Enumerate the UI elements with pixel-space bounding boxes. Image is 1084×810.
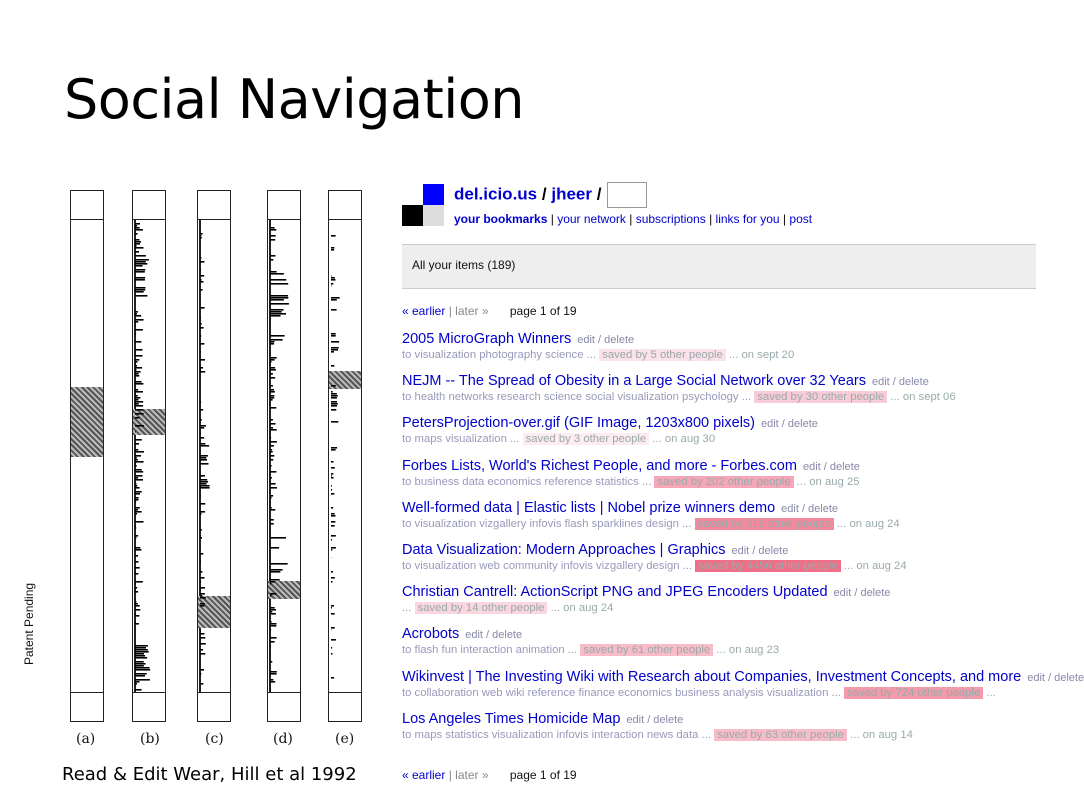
bookmark-tags[interactable]: to business data economics reference statistics ... (402, 475, 652, 488)
bookmark-title-link[interactable]: NEJM -- The Spread of Obesity in a Large Social Network over 32 Years (402, 373, 866, 390)
edit-delete-links[interactable]: edit / delete (761, 418, 818, 431)
bookmark-title-link[interactable]: Acrobots (402, 626, 460, 643)
later-link[interactable]: | later » (448, 304, 489, 318)
bookmark-tags[interactable]: ... (402, 602, 412, 615)
bookmark-item (402, 668, 1084, 710)
edit-delete-links[interactable]: edit / delete (1027, 671, 1084, 684)
bookmark-date: ... on sept 06 (890, 391, 956, 404)
all-items-bar (402, 244, 1036, 289)
bookmark-title-link[interactable]: 2005 MicroGraph Winners (402, 331, 572, 347)
site-link[interactable]: del.icio.us (454, 184, 538, 204)
pager-top (402, 304, 577, 318)
figure-caption: Read & Edit Wear, Hill et al 1992 (62, 764, 357, 785)
bookmark-date: ... on aug 24 (836, 517, 900, 530)
edit-delete-links[interactable]: edit / delete (871, 376, 929, 389)
saved-by-count[interactable]: saved by 516 other people (695, 518, 834, 530)
tag-input[interactable] (607, 182, 647, 208)
saved-by-count[interactable]: saved by 61 other people (580, 644, 713, 656)
wear-bar-c (197, 190, 231, 722)
column-label-d: (d) (273, 731, 293, 747)
saved-by-count[interactable]: saved by 14 other people (415, 602, 548, 614)
edit-delete-links[interactable]: edit / delete (802, 460, 860, 473)
wear-bar-e (328, 190, 362, 722)
bookmark-item (402, 414, 1036, 456)
column-label-e: (e) (335, 731, 355, 747)
bookmark-date: ... on aug 14 (850, 728, 913, 741)
slide-title: Social Navigation (64, 68, 525, 131)
saved-by-count[interactable]: saved by 63 other people (714, 729, 847, 741)
edit-delete-links[interactable]: edit / delete (833, 587, 891, 600)
delicious-logo (402, 184, 444, 226)
nav-subscriptions[interactable]: subscriptions (635, 212, 706, 226)
bookmark-tags[interactable]: to flash fun interaction animation ... (402, 644, 578, 657)
saved-by-count[interactable]: saved by 5 other people (599, 349, 726, 361)
site-header: del.icio.us / jheer / (454, 182, 647, 208)
edit-delete-links[interactable]: edit / delete (465, 629, 523, 642)
bookmark-date: ... on aug 30 (652, 433, 716, 446)
page-indicator: page 1 of 19 (509, 304, 577, 318)
bookmark-list (402, 330, 1084, 752)
bookmark-title-link[interactable]: Christian Cantrell: ActionScript PNG and JPEG Encoders Updated (402, 584, 828, 601)
bookmark-title-link[interactable]: PetersProjection-over.gif (GIF Image, 1203x800 pixels) (402, 415, 755, 432)
column-label-b: (b) (140, 731, 160, 747)
bookmark-tags[interactable]: to maps visualization ... (402, 433, 520, 446)
bookmark-date: ... on aug 23 (716, 644, 780, 657)
wear-bar-a (70, 190, 104, 722)
bookmark-item (402, 499, 1036, 541)
nav-links-for-you[interactable]: links for you (715, 212, 780, 226)
bookmark-item (402, 583, 1036, 625)
earlier-link[interactable]: « earlier (402, 768, 446, 782)
bookmark-item (402, 372, 1036, 414)
pager-bottom (402, 768, 577, 782)
bookmark-item (402, 710, 1036, 752)
saved-by-count[interactable]: saved by 30 other people (754, 391, 887, 403)
bookmark-title-link[interactable]: Forbes Lists, World's Richest People, and more - Forbes.com (402, 457, 797, 474)
bookmark-date: ... on sept 20 (728, 349, 795, 361)
bookmark-title-link[interactable]: Data Visualization: Modern Approaches | Graphics (402, 541, 726, 558)
edit-delete-links[interactable]: edit / delete (577, 334, 635, 346)
patent-pending-label: Patent Pending (22, 582, 36, 665)
wear-bar-b (132, 190, 166, 722)
bookmark-tags[interactable]: to collaboration web wiki reference finance economics business analysis visualization ... (402, 686, 841, 699)
bookmark-date: ... on aug 24 (550, 602, 614, 615)
bookmark-tags[interactable]: to visualization web community infovis vizgallery design ... (402, 559, 693, 572)
saved-by-count[interactable]: saved by 4456 other people (695, 560, 840, 572)
bookmark-tags[interactable]: to maps statistics visualization infovis interaction news data ... (402, 728, 711, 741)
bookmark-item (402, 625, 1036, 667)
edit-delete-links[interactable]: edit / delete (626, 713, 684, 726)
nav-post[interactable]: post (789, 212, 813, 226)
bookmark-item (402, 541, 1036, 583)
bookmark-date: ... on aug 25 (796, 475, 860, 488)
bookmark-title-link[interactable]: Well-formed data | Elastic lists | Nobel prize winners demo (402, 499, 776, 516)
wear-bar-d (267, 190, 301, 722)
nav-your-network[interactable]: your network (557, 212, 626, 226)
nav-your-bookmarks[interactable]: your bookmarks (454, 212, 548, 226)
saved-by-count[interactable]: saved by 3 other people (523, 433, 650, 445)
bookmark-tags[interactable]: to visualization photography science ... (402, 349, 597, 361)
bookmark-title-link[interactable]: Wikinvest | The Investing Wiki with Research about Companies, Investment Concepts, and more (402, 668, 1022, 685)
later-link[interactable]: | later » (448, 768, 489, 782)
bookmark-tags[interactable]: to health networks research science social visualization psychology ... (402, 391, 752, 404)
edit-delete-links[interactable]: edit / delete (731, 544, 789, 557)
all-items-count: All your items (189) (412, 258, 516, 272)
bookmark-date: ... (986, 686, 996, 699)
column-label-c: (c) (205, 731, 224, 747)
bookmark-title-link[interactable]: Los Angeles Times Homicide Map (402, 710, 621, 727)
earlier-link[interactable]: « earlier (402, 304, 446, 318)
read-edit-wear-figure (22, 185, 380, 755)
edit-delete-links[interactable]: edit / delete (781, 502, 839, 515)
bookmark-date: ... on aug 24 (843, 559, 907, 572)
bookmark-item (402, 330, 1036, 372)
bookmark-item (402, 457, 1036, 499)
saved-by-count[interactable]: saved by 724 other people (844, 687, 983, 699)
user-link[interactable]: jheer (551, 184, 592, 204)
column-label-a: (a) (76, 731, 96, 747)
top-nav: your bookmarks | your network | subscriptions | links for you | post (454, 212, 813, 226)
saved-by-count[interactable]: saved by 202 other people (654, 476, 793, 488)
page-indicator: page 1 of 19 (509, 768, 577, 782)
bookmark-tags[interactable]: to visualization vizgallery infovis flash sparklines design ... (402, 517, 692, 530)
